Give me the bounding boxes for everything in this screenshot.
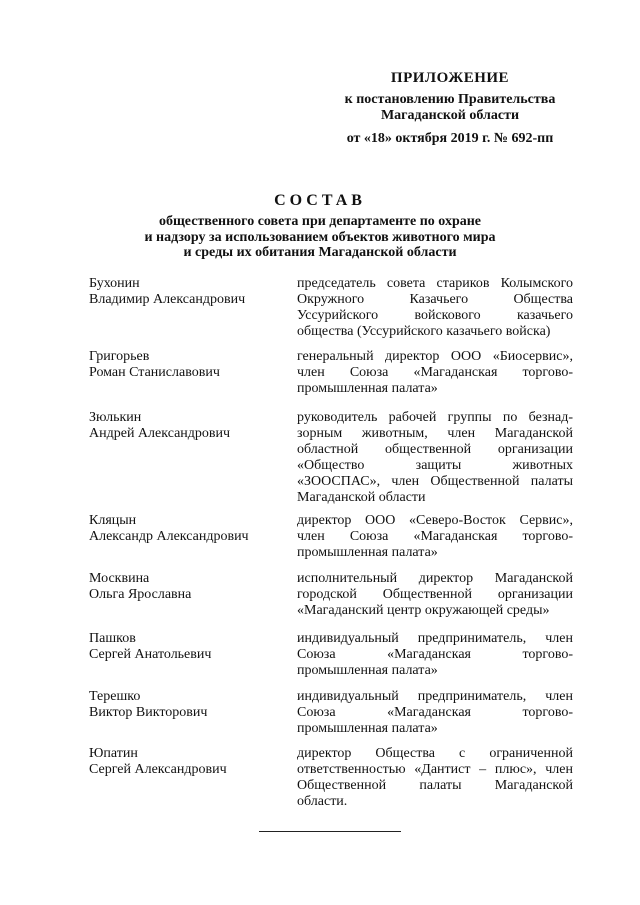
member-role-line: Союза «Магаданская торгово- xyxy=(297,647,573,662)
member-role-line: директор ООО «Северо-Восток Сервис», xyxy=(297,513,573,528)
document-subtitle-line: общественного совета при департаменте по охране xyxy=(158,214,482,229)
member-role-line: ответственностью «Дантист – плюс», член xyxy=(297,762,573,777)
member-role-line: член Союза «Магаданская торгово- xyxy=(297,529,573,544)
member-given-names: Сергей Анатольевич xyxy=(89,647,212,662)
member-surname: Терешко xyxy=(89,689,141,704)
member-role-line: Окружного Казачьего Общества xyxy=(297,292,573,307)
member-given-names: Сергей Александрович xyxy=(89,762,227,777)
member-role xyxy=(297,631,573,679)
member-role-line: промышленная палата» xyxy=(297,663,438,678)
appendix-date-line: от «18» октября 2019 г. № 692-пп xyxy=(346,131,554,146)
member-role-line: промышленная палата» xyxy=(297,381,438,396)
document-title: СОСТАВ xyxy=(274,192,366,209)
member-role-line: индивидуальный предприниматель, член xyxy=(297,631,573,646)
member-role-line: директор Общества с ограниченной xyxy=(297,746,573,761)
member-given-names: Роман Станиславович xyxy=(89,365,220,380)
member-role-line: Союза «Магаданская торгово- xyxy=(297,705,573,720)
member-role xyxy=(297,689,573,737)
member-given-names: Александр Александрович xyxy=(89,529,249,544)
member-surname: Бухонин xyxy=(89,276,140,291)
member-surname: Москвина xyxy=(89,571,150,586)
member-role xyxy=(297,513,573,561)
member-role-line: области. xyxy=(297,794,348,809)
member-surname: Григорьев xyxy=(89,349,150,364)
member-name xyxy=(89,746,284,778)
member-role-line: «Магаданский центр окружающей среды» xyxy=(297,603,550,618)
member-name xyxy=(89,349,284,381)
member-role-line: «ЗООСПАС», член Общественной палаты xyxy=(297,474,573,489)
member-role-line: общества (Уссурийского казачьего войска) xyxy=(297,324,551,339)
member-role-line: Уссурийского войскового казачьего xyxy=(297,308,573,323)
member-role-line: зорным животным, член Магаданской xyxy=(297,426,573,441)
member-role-line: промышленная палата» xyxy=(297,721,438,736)
member-role-line: исполнительный директор Магаданской xyxy=(297,571,573,586)
member-given-names: Виктор Викторович xyxy=(89,705,208,720)
member-name xyxy=(89,689,284,721)
member-role xyxy=(297,746,573,810)
member-given-names: Ольга Ярославна xyxy=(89,587,192,602)
member-role-line: Общественной палаты Магаданской xyxy=(297,778,573,793)
member-role xyxy=(297,349,573,397)
member-role-line: член Союза «Магаданская торгово- xyxy=(297,365,573,380)
document-subtitle-line: и надзору за использованием объектов животного мира xyxy=(144,230,496,245)
member-role-line: промышленная палата» xyxy=(297,545,438,560)
member-role-line: городской Общественной организации xyxy=(297,587,573,602)
member-role xyxy=(297,410,573,506)
member-role-line: генеральный директор ООО «Биосервис», xyxy=(297,349,573,364)
end-divider xyxy=(259,831,401,832)
member-role-line: руководитель рабочей группы по безнад- xyxy=(297,410,573,425)
appendix-title: ПРИЛОЖЕНИЕ xyxy=(390,70,510,86)
member-role-line: индивидуальный предприниматель, член xyxy=(297,689,573,704)
member-role xyxy=(297,571,573,619)
member-name xyxy=(89,513,284,545)
member-surname: Пашков xyxy=(89,631,136,646)
appendix-region-line: Магаданской области xyxy=(380,108,520,123)
member-name xyxy=(89,276,284,308)
member-role-line: «Общество защиты животных xyxy=(297,458,573,473)
member-surname: Юпатин xyxy=(89,746,138,761)
member-role-line: председатель совета стариков Колымского xyxy=(297,276,573,291)
member-name xyxy=(89,571,284,603)
document-subtitle-line: и среды их обитания Магаданской области xyxy=(183,245,457,260)
member-given-names: Владимир Александрович xyxy=(89,292,246,307)
member-role xyxy=(297,276,573,340)
member-surname: Зюлькин xyxy=(89,410,142,425)
member-given-names: Андрей Александрович xyxy=(89,426,231,441)
member-role-line: Магаданской области xyxy=(297,490,426,505)
member-name xyxy=(89,410,284,442)
member-role-line: областной общественной организации xyxy=(297,442,573,457)
member-surname: Кляцын xyxy=(89,513,137,528)
member-name xyxy=(89,631,284,663)
appendix-decree-line: к постановлению Правительства xyxy=(344,92,556,107)
